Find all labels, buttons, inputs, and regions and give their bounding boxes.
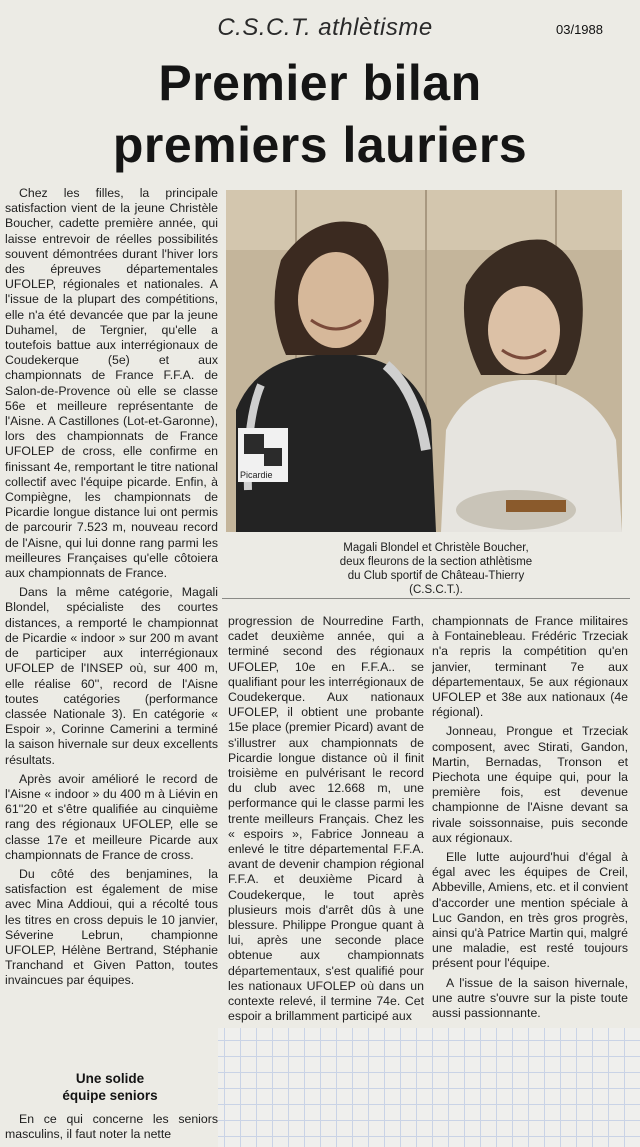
photo-caption: Magali Blondel et Christèle Boucher, deux fleurons de la section athlètisme du Club sportif de Château-Thierry (C.S.C.T.). — [339, 542, 533, 596]
headline-line-2: premiers lauriers — [112, 117, 528, 173]
section-title: C.S.C.T. athlètisme — [217, 14, 433, 41]
athletes-photo — [226, 190, 622, 532]
paragraph: Du côté des benjamines, la satisfaction est également de mise avec Mina Addioui, qui a récolté tous les titres en cross depuis le 10 janvier, Séverine Lebrun, championne UFOLEP, Hélène Bertrand, Stéphanie Tranchand et Given Patton, toutes invaincues par équipes. — [5, 866, 218, 988]
photo-illustration — [226, 190, 622, 532]
subheading — [30, 1070, 190, 1104]
paragraph: Dans la même catégorie, Magali Blondel, spécialiste des courtes distances, a remporté le championnat de Picardie « indoor » sur 200 m avant de participer aux interrégionaux UFOLEP de l'INSEP où, sur 400 m, elle réalise 60'', record de l'Aisne toutes catégories (performance classée Nationale 3). En catégorie « Espoir », Corinne Camerini a terminé la saison hivernale sur deux excellents résultats. — [5, 585, 218, 767]
paragraph: Elle lutte aujourd'hui d'égal à égal avec les équipes de Creil, Abbeville, Amiens, etc. et il convient d'accorder une mention spéciale à Luc Gandon, en très gros progrès, ainsi qu'à Patrice Martin qui, malgré une maladie, est resté toujours présent pour l'équipe. — [432, 850, 628, 971]
paragraph: Chez les filles, la principale satisfaction vient de la jeune Christèle Boucher, cadette première année, qui laisse entrevoir de réelles possibilités souvent démontrées durant l'hiver lors des épreuves départementales UFOLEP, régionales et nationales. A l'issue de la plupart des compétitions, elle n'a été devancée que par la jeune Duhamel, de Tergnier, qu'elle a toutefois battue aux interrégionaux de Coudekerque (5e) et aux championnats de France F.F.A. de Salon-de-Provence où elle se classe 56e et meilleure représentante de l'Aisne. A Castillones (Lot-et-Garonne), lors des championnats de France UFOLEP de cross, elle confirme en finissant 4e, remportant le titre national collectif avec l'équipe picarde. Enfin, à Compiègne, les championnats de Picardie longue distance lui ont permis de parcourir 7.523 m, nouveau record de l'Aisne, qui lui donne rang parmi les meilleures Françaises qu'elle côtoiera aux championnats de France. — [5, 186, 218, 581]
article-column-3 — [432, 614, 628, 1028]
divider — [222, 598, 630, 599]
article-column-2 — [228, 614, 424, 1028]
jersey-logo-text: Picardie — [240, 470, 273, 480]
paragraph: championnats de France militaires à Fontainebleau. Frédéric Trzeciak n'a repris la compétition qu'en janvier, terminant 7e aux départementaux, 5e aux régionaux UFOLEP et 38e aux nationaux (4e régional). — [432, 614, 628, 720]
paragraph: progression de Nourredine Farth, cadet deuxième année, qui a terminé second des régionaux UFOLEP, 10e en F.F.A.. se qualifiant pour les interrégionaux de Coudekerque. Aux nationaux UFOLEP, il obtient une probante 15e place (premier Picard) avant de s'illustrer aux championnats de Picardie longue distance où il finit troisième en pulvérisant le record du club avec 12.668 m, une performance qui le classe parmi les trente meilleurs Français. Chez les « espoirs », Fabrice Jonneau a enlevé le titre départemental F.F.A. avant de devenir champion régional F.F.A. et deuxième Picard à Coudekerque, le tout après plusieurs mois d'arrêt dûs à une blessure. Philippe Prongue quant à lui, après une seconde place obtenue aux championnats départementaux, s'est qualifié pour les nationaux UFOLEP où dans un contexte relevé, il termine 74e. Cet espoir a brillamment participé aux — [228, 614, 424, 1024]
paragraph: A l'issue de la saison hivernale, une autre s'ouvre sur la piste toute aussi passionnante. — [432, 975, 628, 1021]
subheading-line-1: Une solide — [75, 1071, 145, 1086]
subheading-line-2: équipe seniors — [62, 1088, 158, 1103]
publication-date: 03/1988 — [556, 22, 603, 37]
paragraph: Jonneau, Prongue et Trzeciak composent, avec Stirati, Gandon, Martin, Bernadas, Tronson et Piechota une équipe qui, pour la première fois, est devenue championne de l'Aisne devant sa rivale soissonnaise, puis seconde aux régionaux. — [432, 724, 628, 845]
paragraph-seniors: En ce qui concerne les seniors masculins, il faut noter la nette — [5, 1112, 218, 1141]
paragraph: Après avoir amélioré le record de l'Aisne « indoor » du 400 m à Liévin en 61''20 et s'être qualifiée au cinquième rang des régionaux UFOLEP, elle se classe 17e et meilleure Picarde aux championnats de France de cross. — [5, 771, 218, 862]
headline — [70, 52, 570, 176]
headline-line-1: Premier bilan — [158, 55, 482, 111]
article-column-1 — [5, 186, 218, 1056]
